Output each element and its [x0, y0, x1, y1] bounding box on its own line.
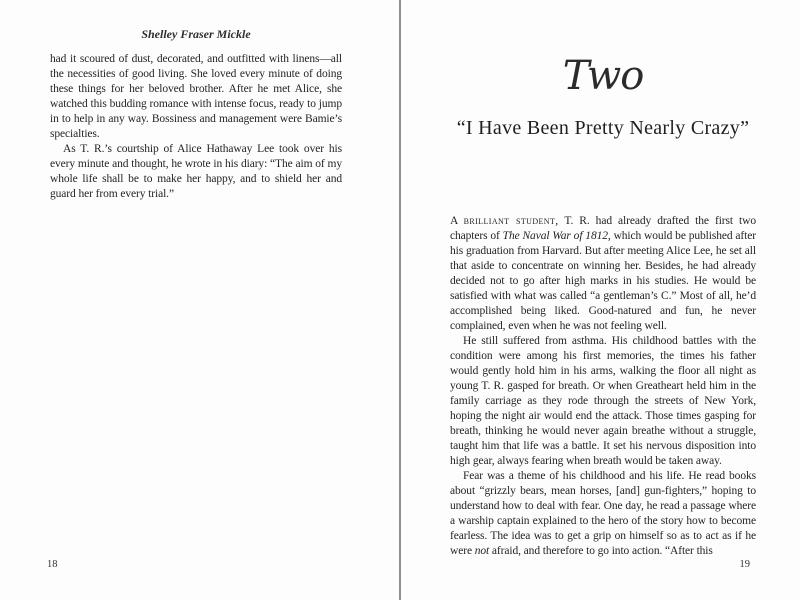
page-number-right: 19 — [739, 559, 750, 570]
paragraph: He still suffered from asthma. His childhood battles with the condition were among his first memories, the times his father would gently hold him in his arms, walking the floor all night as young T. R. gasped for breath. Or when Greatheart held him in the family carriage as they rode through the streets of New York, hoping the night air would end the attack. Those times gasping for breath, thinking he would never again breathe without a struggle, taught him that life was a battle. It set his nervous disposition into high gear, always fearing when breath would be taken away. — [450, 335, 756, 467]
chapter-number-ornament: Two — [562, 53, 644, 99]
right-page-body — [450, 214, 756, 559]
paragraph: Fear was a theme of his childhood and his life. He read books about “grizzly bears, mean horses, [and] gun-fighters,” hoping to understand how to deal with fear. One day, he read a passage where a warship captain explained to the hero of the story how to become fearless. The idea was to get a grip on himself so as to act as if he were not afraid, and therefore to go into action. “After this — [450, 470, 756, 557]
running-head-author: Shelley Fraser Mickle — [141, 27, 251, 41]
paragraph: A brilliant student, T. R. had already drafted the first two chapters of The Naval War of 1812, which would be published after his graduation from Harvard. But after meeting Alice Lee, he set all that aside to concentrate on winning her. Besides, he had already decided not to go after high marks in his studies. He would be satisfied with what was called “a gentleman’s C.” Most of all, he’d accomplished being liked. Good-natured and fun, he never complained, even when he was not feeling well. — [450, 215, 756, 332]
chapter-title: “I Have Been Pretty Nearly Crazy” — [456, 117, 750, 139]
page-gutter-divider — [399, 0, 401, 600]
paragraph: As T. R.’s courtship of Alice Hathaway Lee took over his every minute and thought, he wrote in his diary: “The aim of my whole life shall be to make her happy, and to shield her and guard her from every trial.” — [50, 143, 342, 200]
left-page-body — [50, 52, 342, 202]
page-number-left: 18 — [47, 559, 58, 570]
paragraph: had it scoured of dust, decorated, and outfitted with linens—all the necessities of good living. She loved every minute of doing these things for her beloved brother. After he met Alice, she watched this budding romance with intense focus, ready to jump in to help in any way. Bossiness and management were Bamie’s specialties. — [50, 53, 342, 140]
